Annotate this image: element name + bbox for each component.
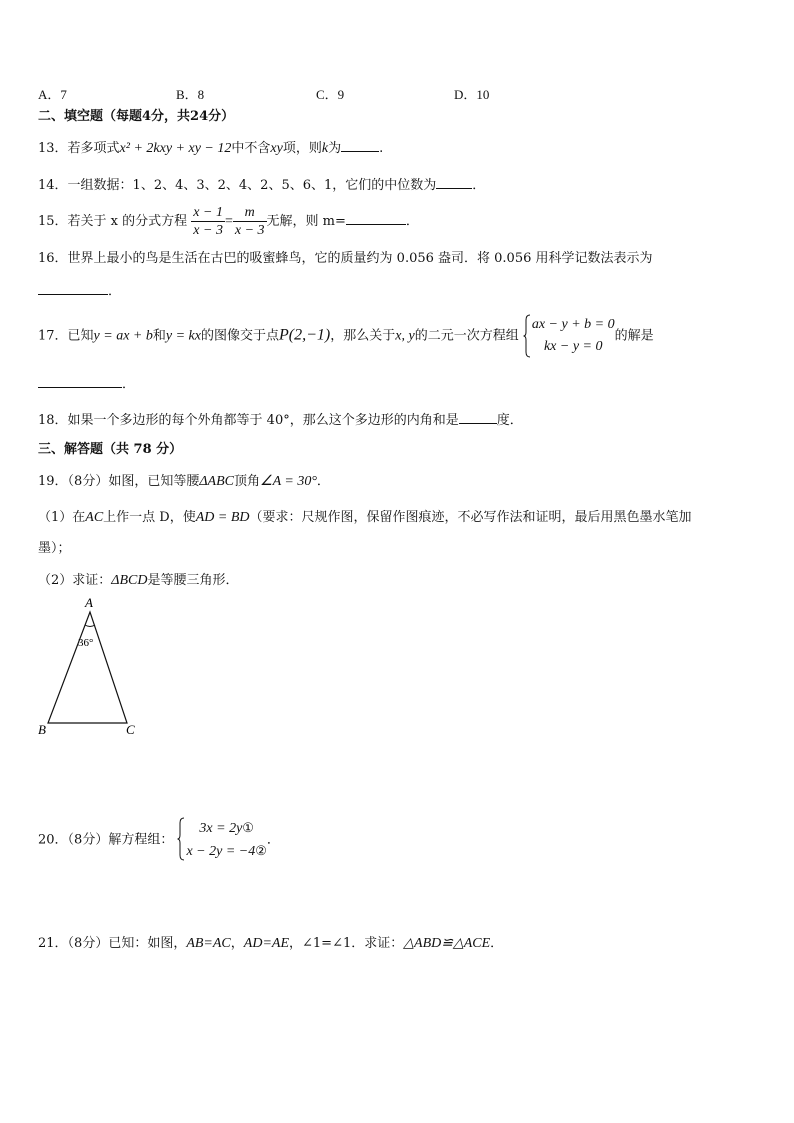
q15-equals: = xyxy=(224,214,233,229)
section-solution-heading: 三、解答题（共 78 分） xyxy=(38,442,183,457)
question-20 xyxy=(38,817,280,863)
q14-text: 14．一组数据：1、2、4、3、2、4、2、5、6、1，它们的中位数为 xyxy=(38,178,437,193)
q14-answer-blank[interactable] xyxy=(436,176,472,189)
q19-text: 19．（8分）如图，已知等腰 xyxy=(38,474,200,489)
q17-variables: x, y xyxy=(395,328,415,344)
q21-text-mid: ，∠1=∠1．求证： xyxy=(289,936,404,951)
q17-equation-system xyxy=(523,314,615,358)
vertex-a-label: A xyxy=(85,595,93,610)
option-a: A．7 xyxy=(38,87,67,102)
q17-line-1: y = ax + b xyxy=(93,328,153,344)
q19-part-1-cont: 墨）； xyxy=(38,541,71,556)
question-18 xyxy=(38,411,523,430)
q20-equation-1-row xyxy=(186,817,266,840)
q13-end: . xyxy=(379,141,384,156)
question-21 xyxy=(38,935,503,953)
brace-icon xyxy=(177,817,185,861)
q14-end: ． xyxy=(472,178,486,193)
q21-sep-1: ， xyxy=(230,936,244,951)
q20-end: ． xyxy=(266,832,280,848)
q13-text-mid: 中不含 xyxy=(231,141,271,156)
q13-text-mid2: 项，则 xyxy=(282,141,322,156)
q19-angle: ∠A = 30° xyxy=(260,474,317,489)
triangle-figure xyxy=(30,592,150,742)
q15-text: 15．若关于 x 的分式方程 xyxy=(38,214,188,229)
vertex-c-label: C xyxy=(126,722,135,737)
q17-text-mid2: ，那么关于 xyxy=(330,328,396,344)
q18-text: 18．如果一个多边形的每个外角都等于 40°，那么这个多边形的内角和是 xyxy=(38,413,459,428)
q19-condition: AD = BD xyxy=(195,510,250,525)
q19-side-ac: AC xyxy=(85,510,104,525)
q19-part-2 xyxy=(38,572,239,590)
q17-line-2: y = kx xyxy=(165,328,201,344)
circled-two-icon: ② xyxy=(255,843,267,858)
q17-text-mid: 的图像交于点 xyxy=(200,328,279,344)
section-fill-in-heading: 二、填空题（每题4分，共24分） xyxy=(38,109,235,124)
q15-denominator-right: x − 3 xyxy=(234,223,265,238)
angle-arc xyxy=(85,625,95,627)
q15-fraction-right xyxy=(233,204,267,239)
q17-equation-1: ax − y + b = 0 xyxy=(531,317,615,332)
q13-text: 13．若多项式 xyxy=(38,141,120,156)
q19-part1-text: 上作一点 D，使 xyxy=(103,510,196,525)
question-17 xyxy=(38,314,654,358)
question-14 xyxy=(38,176,485,195)
q17-equation-2: kx − y = 0 xyxy=(543,339,603,354)
question-19 xyxy=(38,473,330,491)
option-d: D．10 xyxy=(454,87,490,102)
q13-term: xy xyxy=(270,141,283,156)
q21-condition-2: AD=AE xyxy=(243,936,290,951)
q19-text-mid: 顶角 xyxy=(234,474,261,489)
q20-text: 20．（8分）解方程组： xyxy=(38,832,174,848)
q17-and: 和 xyxy=(152,328,166,344)
q15-answer-blank[interactable] xyxy=(346,212,406,225)
q15-fraction-left xyxy=(191,204,225,239)
q20-equation-system xyxy=(177,817,266,863)
q15-end: ． xyxy=(405,214,419,229)
q18-answer-blank[interactable] xyxy=(459,411,497,424)
vertex-b-label: B xyxy=(38,722,46,737)
q13-polynomial: x² + 2kxy + xy − 12 xyxy=(119,141,232,156)
question-16: 16．世界上最小的鸟是生活在古巴的吸蜜蜂鸟，它的质量约为 0.056 盎司．将 0.056 用科学记数法表示为 xyxy=(38,251,653,266)
option-c: C．9 xyxy=(316,87,345,102)
q15-numerator-left: x − 1 xyxy=(193,205,223,220)
q17-point: P(2,−1) xyxy=(279,326,331,344)
question-15 xyxy=(38,204,419,239)
question-16-answer-line xyxy=(38,282,121,301)
q16-end: ． xyxy=(108,284,122,299)
q21-congruence: △ABD≌△ACE xyxy=(403,936,491,951)
q20-equation-2-row xyxy=(186,840,266,863)
q19-part2-label: （2）求证： xyxy=(38,573,112,588)
q15-text-post: 无解，则 m= xyxy=(266,214,346,229)
q19-end: ． xyxy=(316,474,330,489)
q13-k: k xyxy=(321,141,329,156)
q21-condition-1: AB=AC xyxy=(186,936,231,951)
q19-part1-label: （1）在 xyxy=(38,510,86,525)
question-13 xyxy=(38,139,383,158)
option-b: B．8 xyxy=(176,87,205,102)
q17-text-post: 的解是 xyxy=(614,328,654,344)
q13-text-post: 为 xyxy=(328,141,342,156)
q17-end: ． xyxy=(122,377,136,392)
q17-text: 17．已知 xyxy=(38,328,94,344)
q21-text: 21．（8分）已知：如图， xyxy=(38,936,187,951)
q19-part2-text: 是等腰三角形． xyxy=(147,573,239,588)
q19-part1-requirement: （要求：尺规作图，保留作图痕迹，不必写作法和证明，最后用黑色墨水笔加 xyxy=(249,510,692,525)
q16-answer-blank[interactable] xyxy=(38,282,108,295)
circled-one-icon: ① xyxy=(242,820,254,835)
q18-end: 度． xyxy=(496,413,523,428)
q21-end: ． xyxy=(490,936,504,951)
triangle-abc xyxy=(48,612,127,723)
q20-equation-2: x − 2y = −4 xyxy=(186,844,256,859)
q15-denominator-left: x − 3 xyxy=(193,223,223,238)
q13-answer-blank[interactable] xyxy=(341,139,379,152)
q19-part-1 xyxy=(38,509,692,527)
q19-triangle: ΔABC xyxy=(199,474,234,489)
q17-answer-blank[interactable] xyxy=(38,375,122,388)
q15-numerator-right: m xyxy=(233,204,267,222)
question-17-answer-line xyxy=(38,375,135,394)
q19-triangle-bcd: ΔBCD xyxy=(111,573,148,588)
q20-equation-1: 3x = 2y xyxy=(199,821,243,836)
brace-icon xyxy=(523,314,531,358)
q17-text-mid3: 的二元一次方程组 xyxy=(414,328,519,344)
angle-label: 36° xyxy=(78,637,94,649)
